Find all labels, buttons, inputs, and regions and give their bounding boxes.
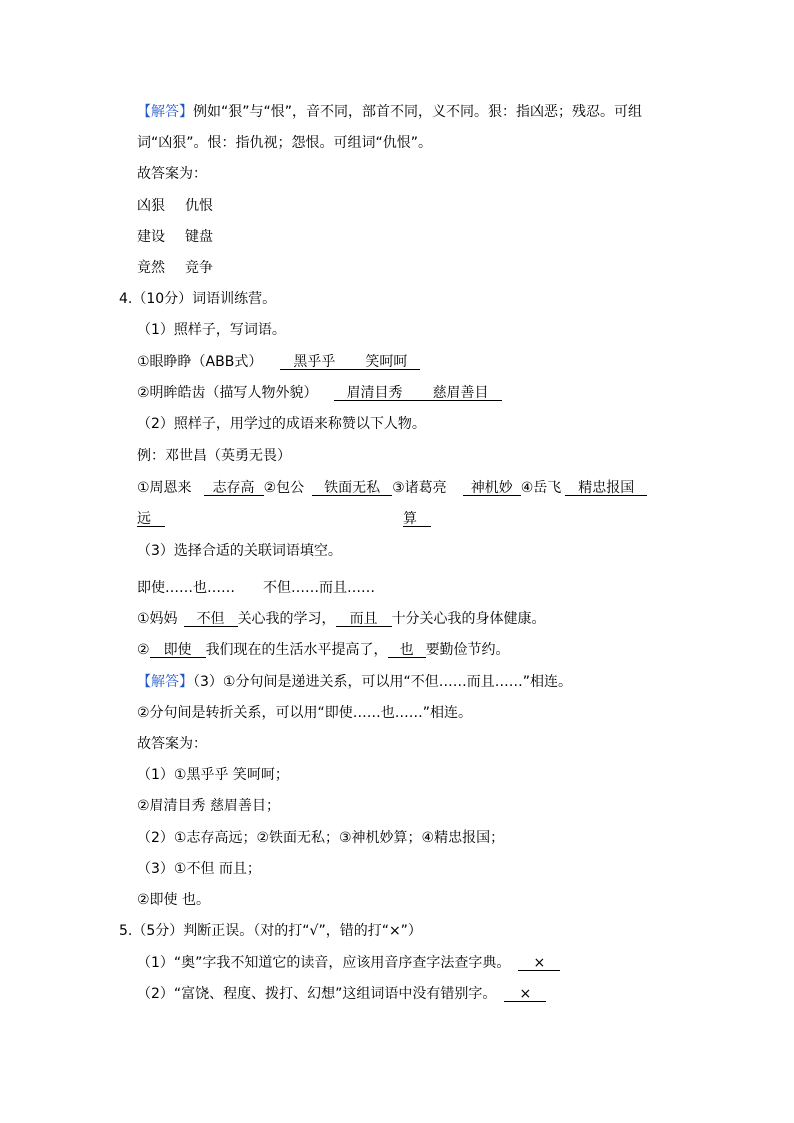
statement-text: （1）“奥”字我不知道它的读音，应该用音序查字法查字典。 xyxy=(137,955,511,971)
q4-answer-3: （2）①志存高远；②铁面无私；③神机妙算；④精忠报国； xyxy=(137,830,505,846)
answer-blank: 而且 xyxy=(336,609,392,627)
sentence-text: 关心我的学习， xyxy=(237,611,336,627)
q4-p1-line-1 xyxy=(137,352,420,372)
sentence-text: 要勤俭节约。 xyxy=(425,642,510,658)
q4-answer-4: （3）①不但 而且； xyxy=(137,861,261,877)
answer-text: 眉清目秀 xyxy=(346,385,403,401)
person-name: ①周恩来 xyxy=(137,480,192,496)
pair-word: 仇恨 xyxy=(185,198,213,214)
answer-blank: 铁面无私 xyxy=(312,478,392,496)
pair-word: 凶狠 xyxy=(137,198,165,214)
answer-blank: 远 xyxy=(137,509,165,527)
answer-blank xyxy=(334,383,502,401)
q4-p1-line-2 xyxy=(137,383,502,403)
answer-text: 黑乎乎 xyxy=(293,354,336,370)
answer-blank: 志存高 xyxy=(204,478,264,496)
answer-blank: 精忠报国 xyxy=(565,478,647,496)
pair-word: 建设 xyxy=(137,229,165,245)
q4-p3-sentence-1 xyxy=(137,609,546,629)
option-text: 即使……也…… xyxy=(137,580,235,596)
person-name: ②包公 xyxy=(263,480,305,496)
q4-p2-continuation xyxy=(137,509,431,529)
q3-conclusion: 故答案为： xyxy=(137,166,207,182)
answer-blank: 即使 xyxy=(150,640,206,658)
statement-text: （2）“富饶、程度、拨打、幻想”这组词语中没有错别字。 xyxy=(137,986,497,1002)
answer-blank: 神机妙 xyxy=(463,478,521,496)
q4-p2-label: （2）照样子，用学过的成语来称赞以下人物。 xyxy=(137,416,426,432)
q4-answer-1: （1）①黑乎乎 笑呵呵； xyxy=(137,767,289,783)
q5-statement-1 xyxy=(137,953,560,973)
answer-tag: 【解答】 xyxy=(137,674,193,690)
sentence-text: ①妈妈 xyxy=(137,611,178,627)
q4-answer-5: ②即使 也。 xyxy=(137,892,211,908)
q4-title: 4.（10分）词语训练营。 xyxy=(119,291,277,307)
q3-answer-line-2: 词“凶狠”。恨：指仇视；怨恨。可组词“仇恨”。 xyxy=(137,135,433,151)
pair-word: 竟然 xyxy=(137,260,165,276)
q4-answer-line-2: ②分句间是转折关系，可以用“即使……也……”相连。 xyxy=(137,705,473,721)
q4-conclusion: 故答案为： xyxy=(137,736,207,752)
sentence-text: ② xyxy=(137,642,150,658)
answer-blank: 算 xyxy=(403,509,431,527)
answer-blank: 也 xyxy=(388,640,426,658)
q5-statement-2 xyxy=(137,984,546,1004)
q4-answer-line-1 xyxy=(137,672,572,692)
q3-pair-3 xyxy=(137,258,213,278)
answer-blank: × xyxy=(504,984,546,1002)
option-text: 不但……而且…… xyxy=(263,580,375,596)
answer-blank: 不但 xyxy=(184,609,238,627)
answer-blank: × xyxy=(518,953,560,971)
person-name: ④岳飞 xyxy=(520,480,562,496)
answer-text: 笑呵呵 xyxy=(365,354,408,370)
answer-text: 慈眉善目 xyxy=(432,385,489,401)
answer-text: 例如“狠”与“恨”，音不同，部首不同，义不同。狠：指凶恶；残忍。可组 xyxy=(193,104,643,120)
q3-pair-2 xyxy=(137,227,213,247)
sentence-text: 十分关心我的身体健康。 xyxy=(391,611,546,627)
pair-word: 竞争 xyxy=(185,260,213,276)
sentence-text: 我们现在的生活水平提高了， xyxy=(205,642,388,658)
q4-p3-sentence-2 xyxy=(137,640,510,660)
q4-p2-items xyxy=(137,478,647,498)
q4-p1-label: （1）照样子，写词语。 xyxy=(137,322,286,338)
prompt-text: ②明眸皓齿（描写人物外貌） xyxy=(137,385,318,401)
pair-word: 键盘 xyxy=(185,229,213,245)
q4-p3-label: （3）选择合适的关联词语填空。 xyxy=(137,543,342,559)
q4-p2-example: 例：邓世昌（英勇无畏） xyxy=(137,448,291,464)
answer-blank xyxy=(280,352,420,370)
q5-title: 5.（5分）判断正误。（对的打“√”，错的打“×”） xyxy=(119,923,422,939)
q3-answer-line-1 xyxy=(137,102,642,122)
answer-text: （3）①分句间是递进关系，可以用“不但……而且……”相连。 xyxy=(193,674,572,690)
q4-p3-options xyxy=(137,578,375,598)
q4-answer-2: ②眉清目秀 慈眉善目； xyxy=(137,798,281,814)
person-name: ③诸葛亮 xyxy=(392,480,447,496)
prompt-text: ①眼睁睁（ABB式） xyxy=(137,354,263,370)
answer-tag: 【解答】 xyxy=(137,104,193,120)
q3-pair-1 xyxy=(137,196,213,216)
